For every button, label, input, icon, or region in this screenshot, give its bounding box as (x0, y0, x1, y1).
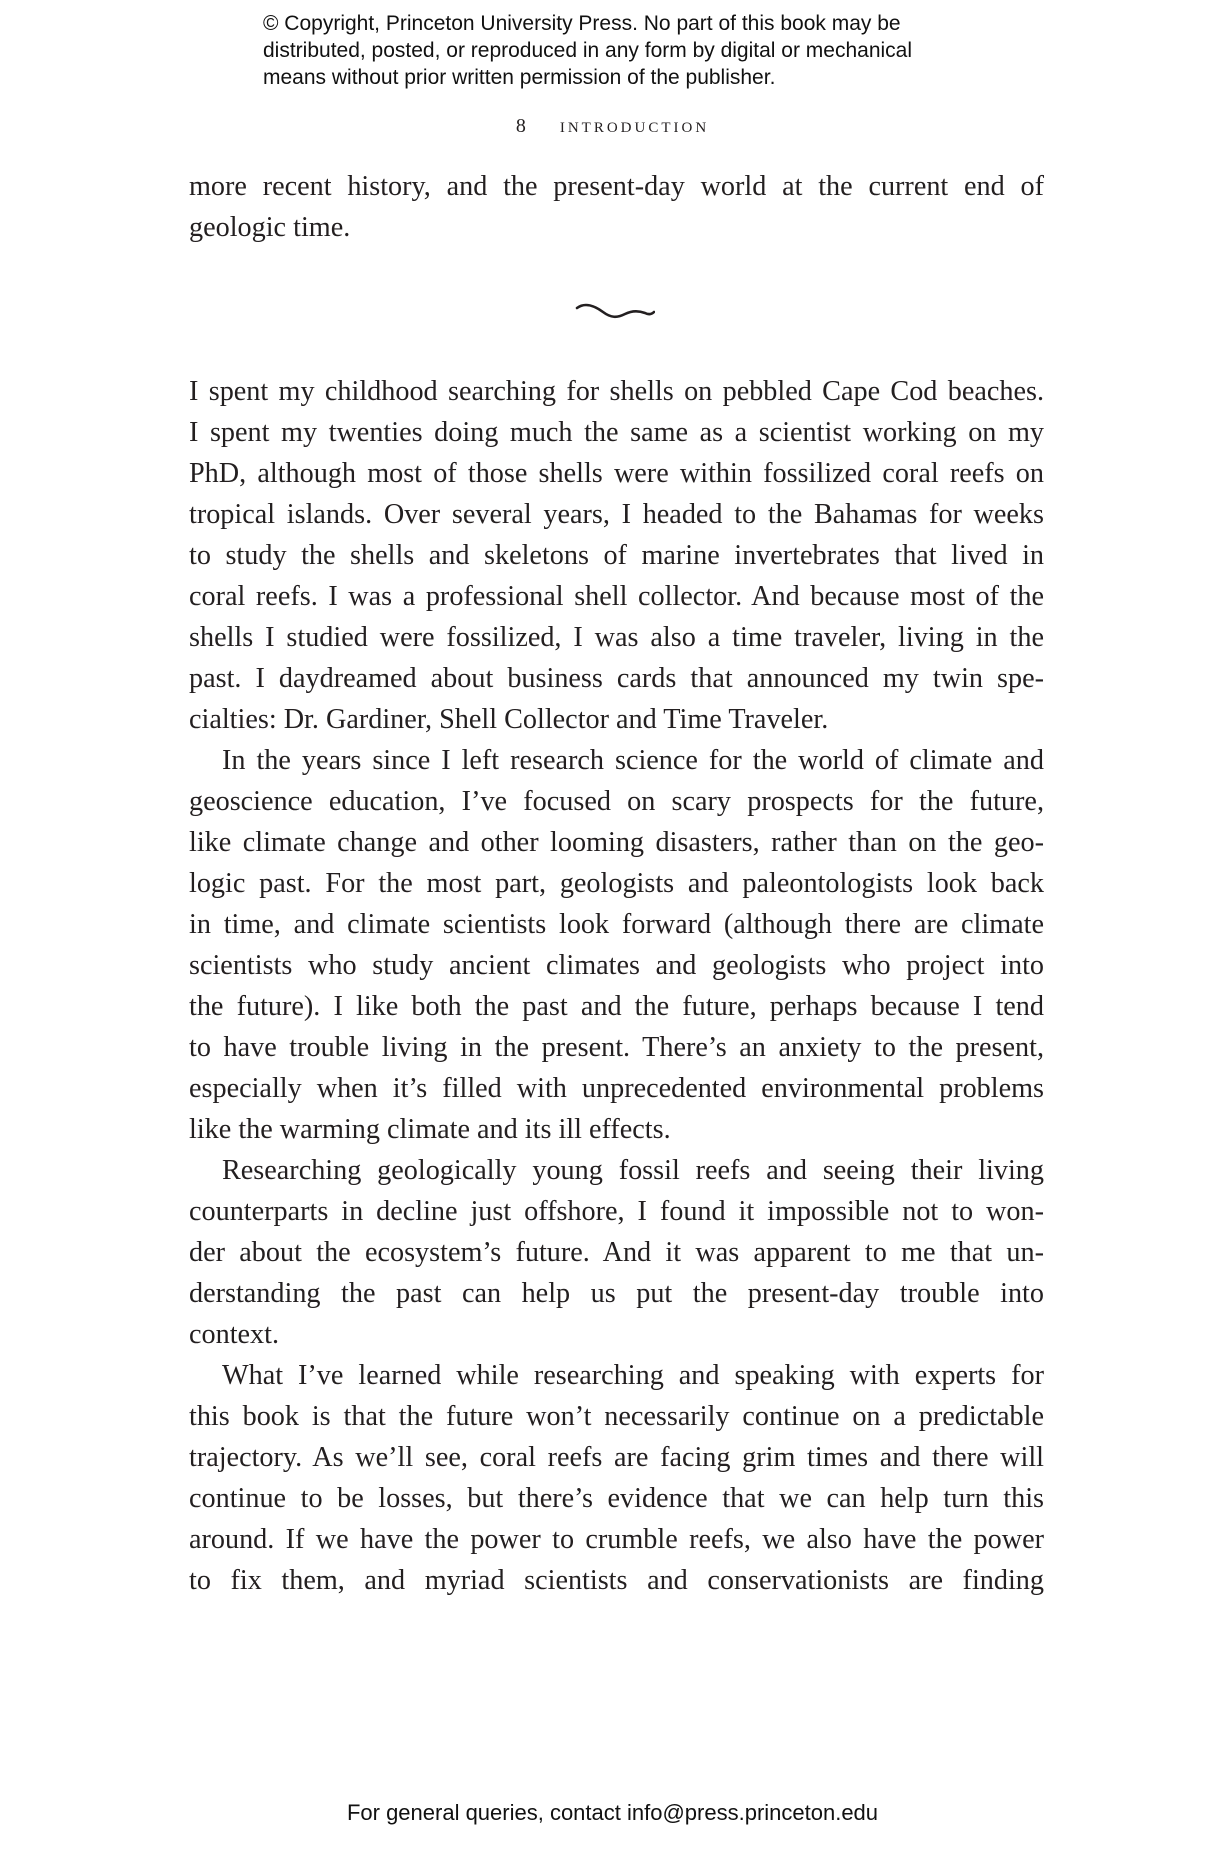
copyright-line: means without prior written permission of the publisher. (263, 66, 776, 89)
text-line: der about the ecosystem’s future. And it was apparent to me that un- (189, 1237, 1044, 1268)
text-line: In the years since I left research science for the world of climate and (222, 745, 1044, 776)
text-line: Researching geologically young fossil reefs and seeing their living (222, 1155, 1044, 1186)
text-line: like climate change and other looming disasters, rather than on the geo- (189, 827, 1044, 858)
text-line: I spent my twenties doing much the same as a scientist working on my (189, 417, 1044, 448)
copyright-line: © Copyright, Princeton University Press. No part of this book may be (263, 12, 901, 35)
copyright-notice (263, 10, 1023, 91)
text-line: shells I studied were fossilized, I was also a time traveler, living in the (189, 622, 1044, 653)
text-line: logic past. For the most part, geologists and paleontologists look back (189, 868, 1044, 899)
text-line: coral reefs. I was a professional shell collector. And because most of the (189, 581, 1044, 612)
text-line: like the warming climate and its ill effects. (189, 1114, 671, 1145)
text-line: around. If we have the power to crumble reefs, we also have the power (189, 1524, 1044, 1555)
text-line: especially when it’s filled with unprecedented environmental problems (189, 1073, 1044, 1104)
text-line: geoscience education, I’ve focused on scary prospects for the future, (189, 786, 1044, 817)
text-line: context. (189, 1319, 280, 1350)
running-head (0, 112, 1225, 138)
text-line: counterparts in decline just offshore, I found it impossible not to won- (189, 1196, 1044, 1227)
section-break-ornament (575, 300, 655, 328)
text-line: this book is that the future won’t necessarily continue on a predictable (189, 1401, 1044, 1432)
text-line: PhD, although most of those shells were within fossilized coral reefs on (189, 458, 1044, 489)
text-line: trajectory. As we’ll see, coral reefs are facing grim times and there will (189, 1442, 1044, 1473)
text-line: the future). I like both the past and the future, perhaps because I tend (189, 991, 1044, 1022)
text-line: geologic time. (189, 212, 351, 243)
text-line: to study the shells and skeletons of marine invertebrates that lived in (189, 540, 1044, 571)
text-line: I spent my childhood searching for shells on pebbled Cape Cod beaches. (189, 376, 1044, 407)
text-line: more recent history, and the present-day world at the current end of (189, 171, 1044, 202)
text-line: cialties: Dr. Gardiner, Shell Collector and Time Traveler. (189, 704, 829, 735)
text-line: What I’ve learned while researching and speaking with experts for (222, 1360, 1044, 1391)
text-line: in time, and climate scientists look forward (although there are climate (189, 909, 1044, 940)
section-title: introduction (559, 112, 710, 137)
text-line: to fix them, and myriad scientists and conservationists are finding (189, 1565, 1044, 1596)
text-line: derstanding the past can help us put the present-day trouble into (189, 1278, 1044, 1309)
text-line: continue to be losses, but there’s evidence that we can help turn this (189, 1483, 1044, 1514)
opening-paragraph (189, 166, 1044, 248)
page-number: 8 (515, 115, 526, 137)
text-line: past. I daydreamed about business cards that announced my twin spe- (189, 663, 1044, 694)
copyright-line: distributed, posted, or reproduced in any form by digital or mechanical (263, 39, 913, 62)
body-text (189, 371, 1044, 1601)
footer-contact: For general queries, contact info@press.princeton.edu (346, 1800, 879, 1825)
text-line: scientists who study ancient climates and geologists who project into (189, 950, 1044, 981)
text-line: to have trouble living in the present. There’s an anxiety to the present, (189, 1032, 1044, 1063)
text-line: tropical islands. Over several years, I headed to the Bahamas for weeks (189, 499, 1044, 530)
